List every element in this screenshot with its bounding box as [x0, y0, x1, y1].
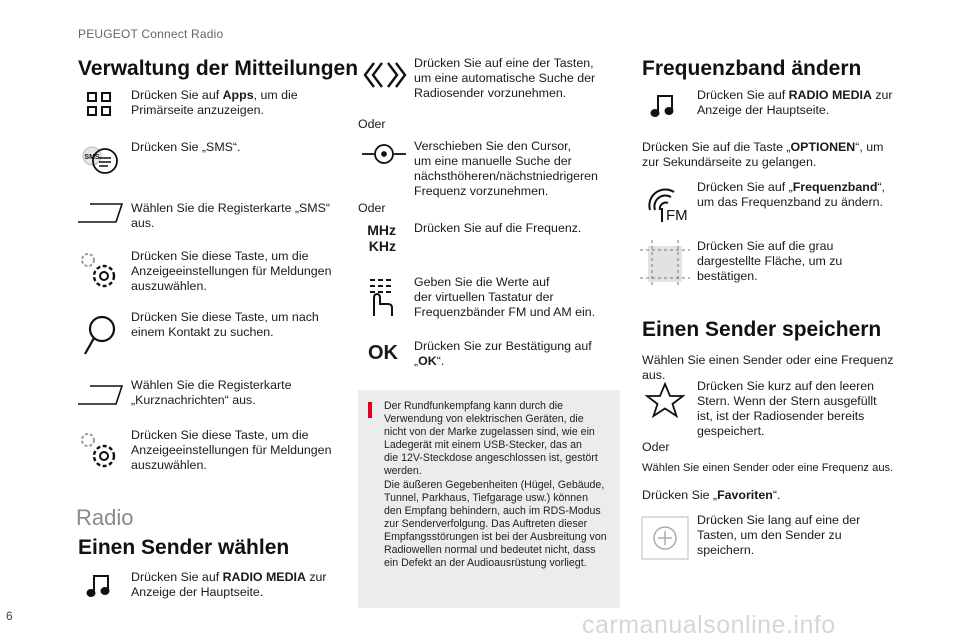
band-step-4: Drücken Sie auf die grau dargestellte Fläche, um zu bestätigen. [697, 239, 843, 283]
msg-step-6: Wählen Sie die Registerkarte „Kurznachrichten“ aus. [131, 378, 292, 407]
running-header: PEUGEOT Connect Radio [78, 27, 224, 41]
warning-icon [368, 402, 372, 418]
seek-arrows-icon [362, 60, 408, 90]
station-step-3: Verschieben Sie den Cursor, um eine manuelle Suche der nächsthöheren/nächstniedrigeren Frequenz vorzunehmen. [414, 139, 598, 198]
khz-label: KHz [368, 238, 396, 254]
fm-label: FM [666, 207, 688, 224]
station-step-2: Drücken Sie auf eine der Tasten, um eine automatische Suche der Radiosender vorzunehmen. [414, 56, 596, 100]
msg-step-3: Wählen Sie die Registerkarte „SMS“ aus. [131, 201, 331, 230]
add-preset-icon [641, 516, 689, 560]
search-icon [82, 314, 118, 358]
section-title-select-station: Einen Sender wählen [78, 536, 290, 559]
apps-icon [86, 91, 112, 117]
tab-icon [76, 383, 124, 407]
section-title-save-station: Einen Sender speichern [642, 318, 882, 341]
band-step-2: Drücken Sie auf die Taste „OPTIONEN“, um zur Sekundärseite zu gelangen. [642, 140, 884, 169]
band-step-1: Drücken Sie auf RADIO MEDIA zur Anzeige der Hauptseite. [697, 88, 893, 117]
gear-icon [78, 430, 118, 470]
section-title-band: Frequenzband ändern [642, 57, 862, 80]
radio-band-icon [644, 184, 688, 224]
station-step-5: Geben Sie die Werte auf der virtuellen Tastatur der Frequenzbänder FM und AM ein. [414, 275, 596, 319]
save-step-3: Wählen Sie einen Sender oder eine Frequenz aus. [642, 462, 894, 474]
station-step-4: Drücken Sie auf die Frequenz. [414, 221, 582, 235]
music-note-icon [86, 572, 112, 598]
save-step-2: Drücken Sie kurz auf den leeren Stern. Wenn der Stern ausgefüllt ist, ist der Radiosender bereits gespeichert. [697, 379, 877, 438]
page-number: 6 [6, 609, 13, 623]
sms-icon-text: SMS [84, 154, 100, 161]
tab-icon [76, 201, 124, 225]
msg-step-2: Drücken Sie „SMS“. [131, 140, 241, 154]
band-step-3: Drücken Sie auf „Frequenzband“, um das Frequenzband zu ändern. [697, 180, 885, 209]
msg-step-4: Drücken Sie diese Taste, um die Anzeigeeinstellungen für Meldungen auszuwählen. [131, 249, 332, 293]
grey-area-icon [640, 240, 690, 288]
msg-step-5: Drücken Sie diese Taste, um nach einem Kontakt zu suchen. [131, 310, 319, 339]
save-step-5: Drücken Sie lang auf eine der Tasten, um den Sender zu speichern. [697, 513, 861, 557]
mhz-label: MHz [367, 222, 396, 238]
msg-step-7: Drücken Sie diese Taste, um die Anzeigeeinstellungen für Meldungen auszuwählen. [131, 428, 332, 472]
save-step-1: Wählen Sie einen Sender oder eine Frequenz aus. [642, 353, 894, 382]
station-step-1: Drücken Sie auf RADIO MEDIA zur Anzeige der Hauptseite. [131, 570, 327, 599]
gear-icon [78, 250, 118, 290]
frequency-unit-icon [360, 222, 396, 254]
music-note-icon [650, 92, 676, 118]
ok-icon: OK [368, 342, 398, 364]
section-title-radio: Radio [76, 505, 134, 530]
star-icon [645, 382, 685, 418]
section-title-messages: Verwaltung der Mitteilungen [78, 57, 359, 80]
msg-step-1: Drücken Sie auf Apps, um die Primärseite anzuzeigen. [131, 88, 298, 117]
or-label: Oder [358, 117, 386, 131]
keypad-touch-icon [364, 276, 398, 318]
or-label: Oder [642, 440, 670, 454]
station-step-6: Drücken Sie zur Bestätigung auf „OK“. [414, 339, 592, 368]
sms-icon [80, 142, 122, 178]
warning-note-box [358, 390, 620, 608]
save-step-4: Drücken Sie „Favoriten“. [642, 488, 781, 502]
slider-cursor-icon [360, 142, 408, 166]
watermark: carmanualsonline.info [582, 611, 836, 639]
or-label: Oder [358, 201, 386, 215]
warning-note-text: Der Rundfunkempfang kann durch die Verwendung von elektrischen Geräten, die nicht von der Marke zugelassen sind, wie ein Ladegerät mit einem USB-Stecker, das an die 12V-Steckdose angeschlossen ist, gestört werden. Die äußeren Gegebenheiten (Hügel, Gebäude, Tunnel, Parkhaus, Tiefgarage usw.) können den Empfang behindern, auch im RDS-Modus zur Senderverfolgung. Das Auftreten dieser Empfangsstörungen ist bei der Ausbreitung von Radiowellen normal und bedeutet nicht, dass ein Defekt an der Audioausrüstung vorliegt. [384, 400, 607, 570]
